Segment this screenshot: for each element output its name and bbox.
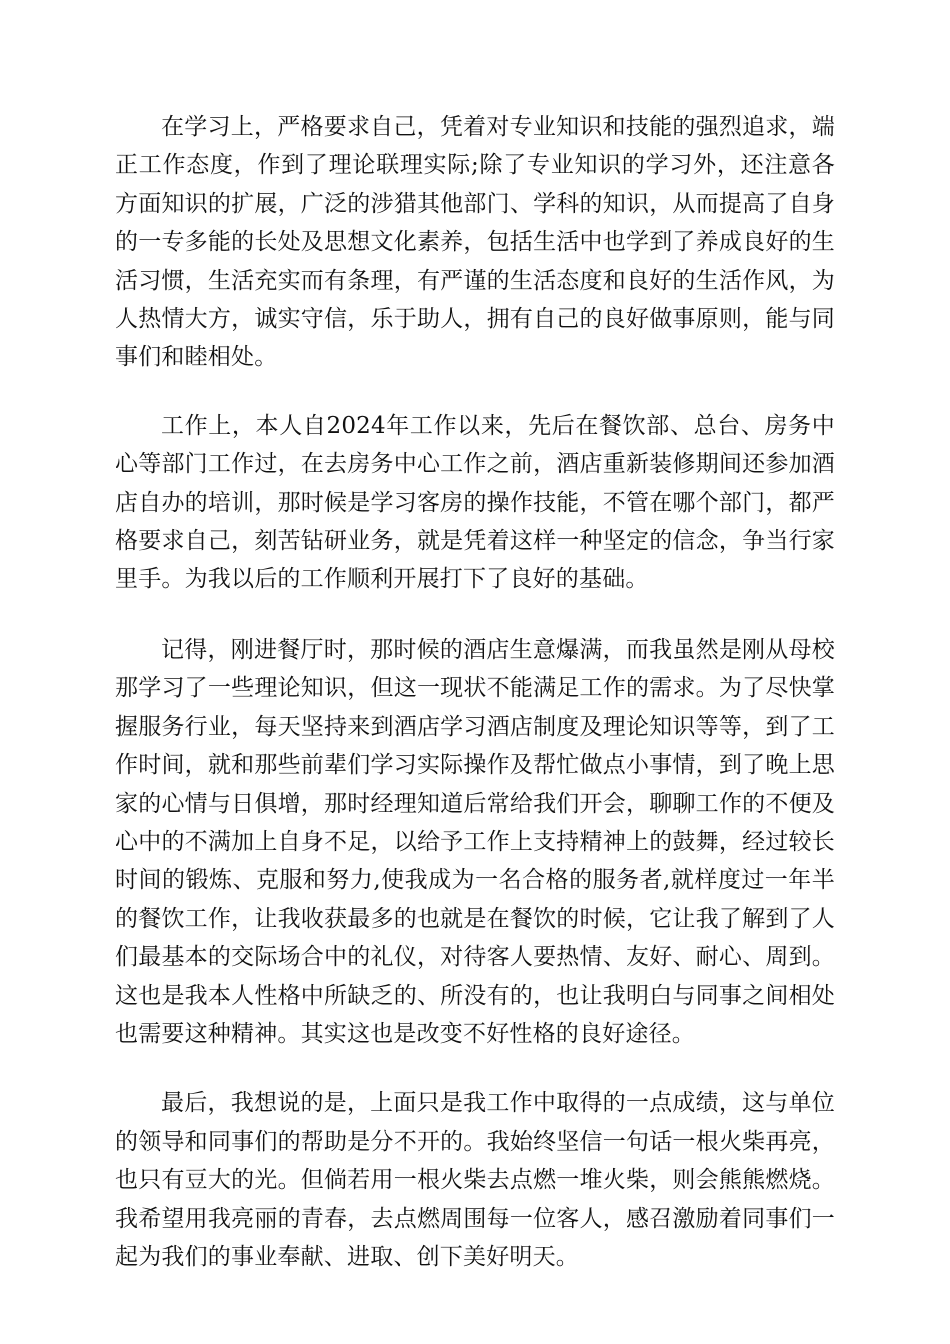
paragraph-study: 在学习上，严格要求自己，凭着对专业知识和技能的强烈追求，端正工作态度，作到了理论联理实际;除了专业知识的学习外，还注意各方面知识的扩展，广泛的涉猎其他部门、学科的知识，从而提高了自身的一专多能的长处及思想文化素养，包括生活中也学到了养成良好的生活习惯，生活充实而有条理，有严谨的生活态度和良好的生活作风，为人热情大方，诚实守信，乐于助人，拥有自己的良好做事原则，能与同事们和睦相处。 bbox=[115, 114, 835, 371]
paragraph-work-experience: 工作上，本人自2024年工作以来，先后在餐饮部、总台、房务中心等部门工作过，在去房务中心工作之前，酒店重新装修期间还参加酒店自办的培训，那时候是学习客房的操作技能，不管在哪个部门，都严格要求自己，刻苦钻研业务，就是凭着这样一种坚定的信念，争当行家里手。为我以后的工作顺利开展打下了良好的基础。 bbox=[115, 412, 835, 593]
document-body bbox=[115, 108, 835, 1276]
paragraph-conclusion: 最后，我想说的是，上面只是我工作中取得的一点成绩，这与单位的领导和同事们的帮助是分不开的。我始终坚信一句话一根火柴再亮，也只有豆大的光。但倘若用一根火柴去点燃一堆火柴，则会熊熊燃烧。我希望用我亮丽的青春，去点燃周围每一位客人，感召激励着同事们一起为我们的事业奉献、进取、创下美好明天。 bbox=[115, 1090, 835, 1270]
paragraph-restaurant-memory: 记得，刚进餐厅时，那时候的酒店生意爆满，而我虽然是刚从母校那学习了一些理论知识，但这一现状不能满足工作的需求。为了尽快掌握服务行业，每天坚持来到酒店学习酒店制度及理论知识等等，到了工作时间，就和那些前辈们学习实际操作及帮忙做点小事情，到了晚上思家的心情与日俱增，那时经理知道后常给我们开会，聊聊工作的不便及心中的不满加上自身不足，以给予工作上支持精神上的鼓舞，经过较长时间的锻炼、克服和努力,使我成为一名合格的服务者,就样度过一年半的餐饮工作，让我收获最多的也就是在餐饮的时候，它让我了解到了人们最基本的交际场合中的礼仪，对待客人要热情、友好、耐心、周到。这也是我本人性格中所缺乏的、所没有的，也让我明白与同事之间相处也需要这种精神。其实这也是改变不好性格的良好途径。 bbox=[115, 636, 835, 1047]
